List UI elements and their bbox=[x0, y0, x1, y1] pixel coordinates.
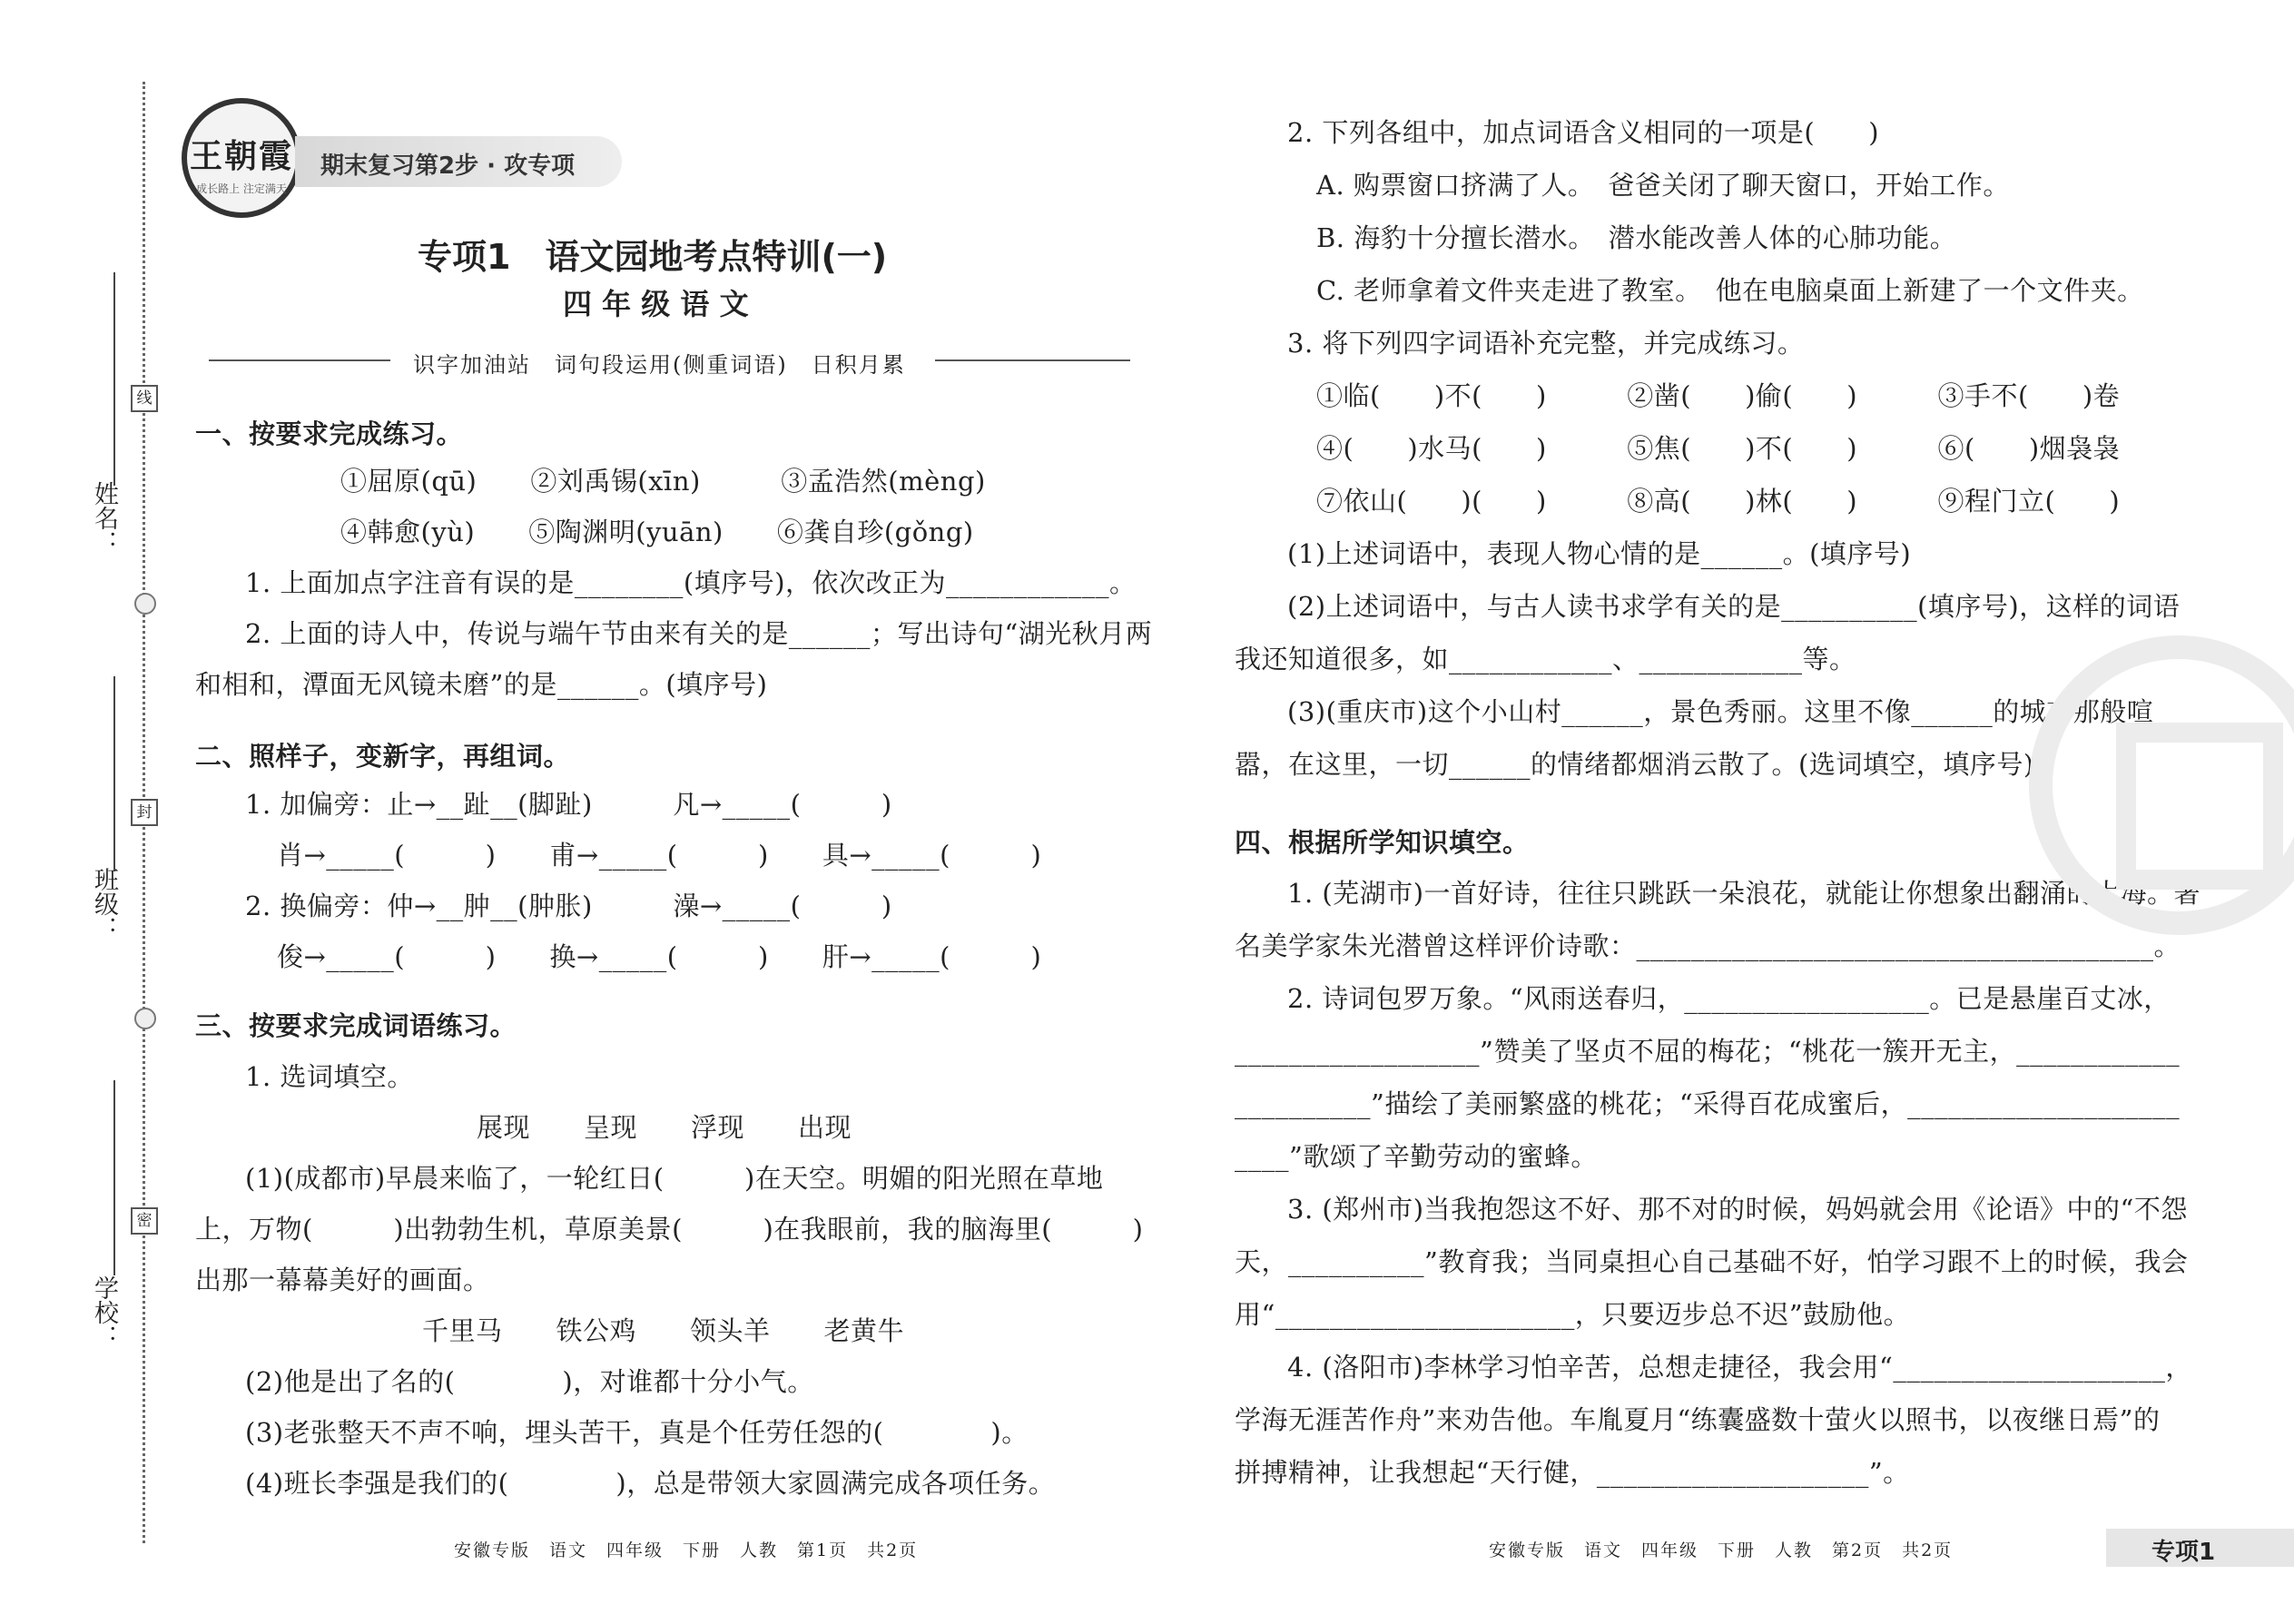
divider-right bbox=[935, 359, 1130, 361]
list-item: 用“______________________，只要迈步总不迟”鼓励他。 bbox=[1235, 1299, 1911, 1330]
list-item: 拼搏精神，让我想起“天行健，____________________”。 bbox=[1235, 1457, 1910, 1488]
list-item: 肖→_____( ) 甫→_____( ) 具→_____( ) bbox=[277, 840, 1042, 871]
section-1-heading: 一、按要求完成练习。 bbox=[195, 418, 464, 449]
list-item: ①临( )不( ) ②凿( )偷( ) ③手不( )卷 bbox=[1316, 380, 2121, 411]
list-item: (3)(重庆市)这个小山村______，景色秀丽。这里不像______的城市那般喧 bbox=[1287, 696, 2154, 727]
school-label: 学校： bbox=[90, 1275, 118, 1349]
list-item: (1)上述词语中，表现人物心情的是______。(填序号) bbox=[1287, 538, 1912, 569]
word-bank: 千里马 铁公鸡 领头羊 老黄牛 bbox=[422, 1315, 905, 1346]
seal-char-2: 封 bbox=[131, 799, 158, 826]
list-item: __________________”赞美了坚贞不屈的梅花；“桃花一簇开无主，____________ bbox=[1235, 1036, 2181, 1067]
seal-char-3: 密 bbox=[131, 1207, 158, 1235]
list-item: ①屈原(qū) ②刘禹锡(xīn) ③孟浩然(mèng) bbox=[340, 466, 986, 497]
binding-hole-icon bbox=[134, 593, 156, 615]
banner-text: 期末复习第2步 · 攻专项 bbox=[320, 153, 576, 180]
list-item: B. 海豹十分擅长潜水。 潜水能改善人体的心肺功能。 bbox=[1316, 222, 1957, 253]
list-item: (3)老张整天不声不响，埋头苦干，真是个任劳任怨的( )。 bbox=[245, 1417, 1029, 1448]
list-item: 2. 换偏旁：仲→__肿__(肿胀) 澡→_____( ) bbox=[245, 891, 892, 921]
section-4-heading: 四、根据所学知识填空。 bbox=[1235, 827, 1530, 858]
list-item: 2. 上面的诗人中，传说与端午节由来有关的是______；写出诗句“湖光秋月两 bbox=[245, 618, 1153, 649]
list-item: 1. 加偏旁：止→__趾__(脚趾) 凡→_____( ) bbox=[245, 789, 892, 820]
list-item: A. 购票窗口挤满了人。 爸爸关闭了聊天窗口，开始工作。 bbox=[1316, 170, 2010, 201]
logo-motto: 成长路上 注定满天 bbox=[196, 182, 287, 195]
list-item: 1. (芜湖市)一首好诗，往往只跳跃一朵浪花，就能让你想象出翻涌的大海。著 bbox=[1287, 878, 2201, 909]
list-item: ④( )水马( ) ⑤焦( )不( ) ⑥( )烟袅袅 bbox=[1316, 433, 2121, 464]
seal-char-1: 线 bbox=[131, 385, 158, 412]
list-item: 2. 下列各组中，加点词语含义相同的一项是( ) bbox=[1287, 117, 1880, 148]
list-item: 出那一幕幕美好的画面。 bbox=[195, 1265, 490, 1295]
logo-name: 王朝霞 bbox=[189, 137, 293, 175]
list-item: (1)(成都市)早晨来临了，一轮红日( )在天空。明媚的阳光照在草地 bbox=[245, 1163, 1104, 1194]
class-label: 班级： bbox=[90, 867, 118, 940]
list-item: __________”描绘了美丽繁盛的桃花；“采得百花成蜜后，____________________ bbox=[1235, 1088, 2181, 1119]
divider-left bbox=[209, 359, 390, 361]
list-item: (2)上述词语中，与古人读书求学有关的是__________(填序号)，这样的词语 bbox=[1287, 591, 2181, 622]
section-3-heading: 三、按要求完成词语练习。 bbox=[195, 1010, 517, 1041]
list-item: 和相和，潭面无风镜未磨”的是______。(填序号) bbox=[195, 669, 768, 700]
list-item: 天，__________”教育我；当同桌担心自己基础不好，怕学习跟不上的时候，我会 bbox=[1235, 1246, 2189, 1277]
list-item: 2. 诗词包罗万象。“风雨送春归，__________________。已是悬崖百丈冰， bbox=[1287, 983, 2171, 1014]
section-2-heading: 二、照样子，变新字，再组词。 bbox=[195, 741, 571, 772]
name-line[interactable] bbox=[113, 272, 115, 486]
list-item: 俊→_____( ) 换→_____( ) 肝→_____( ) bbox=[277, 941, 1042, 972]
section-banner bbox=[295, 136, 622, 187]
word-bank: 展现 呈现 浮现 出现 bbox=[477, 1112, 852, 1143]
binding-hole-icon bbox=[134, 1008, 156, 1029]
name-label: 姓名： bbox=[90, 481, 118, 555]
list-item: ⑦依山( )( ) ⑧高( )林( ) ⑨程门立( ) bbox=[1316, 486, 2121, 517]
list-item: 上，万物( )出勃勃生机，草原美景( )在我眼前，我的脑海里( ) bbox=[195, 1214, 1144, 1245]
corner-tag bbox=[2106, 1529, 2294, 1567]
list-item: (2)他是出了名的( )，对谁都十分小气。 bbox=[245, 1366, 814, 1397]
school-line[interactable] bbox=[113, 1080, 115, 1275]
list-item: C. 老师拿着文件夹走进了教室。 他在电脑桌面上新建了一个文件夹。 bbox=[1316, 275, 2144, 306]
list-item: 1. 选词填空。 bbox=[245, 1061, 414, 1092]
topics-line: 识字加油站 词句段运用(侧重词语) 日积月累 bbox=[413, 352, 906, 378]
brand-logo bbox=[182, 98, 301, 218]
list-item: 1. 上面加点字注音有误的是________(填序号)，依次改正为____________。 bbox=[245, 567, 1137, 598]
list-item: 名美学家朱光潜曾这样评价诗歌：______________________________________。 bbox=[1235, 930, 2181, 961]
list-item: ____”歌颂了辛勤劳动的蜜蜂。 bbox=[1235, 1141, 1598, 1172]
list-item: (4)班长李强是我们的( )，总是带领大家圆满完成各项任务。 bbox=[245, 1468, 1056, 1499]
footer-right: 安徽专版 语文 四年级 下册 人教 第2页 共2页 bbox=[1489, 1540, 1954, 1560]
page-subtitle: 四 年 级 语 文 bbox=[563, 287, 749, 321]
list-item: 3. (郑州市)当我抱怨这不好、那不对的时候，妈妈就会用《论语》中的“不怨 bbox=[1287, 1194, 2188, 1225]
list-item: ④韩愈(yù) ⑤陶渊明(yuān) ⑥龚自珍(gǒng) bbox=[340, 517, 974, 547]
list-item: 3. 将下列四字词语补充完整，并完成练习。 bbox=[1287, 328, 1805, 359]
list-item: 4. (洛阳市)李林学习怕辛苦，总想走捷径，我会用“____________________， bbox=[1287, 1352, 2192, 1383]
page-title: 专项1 语文园地考点特训(一) bbox=[418, 237, 888, 277]
footer-left: 安徽专版 语文 四年级 下册 人教 第1页 共2页 bbox=[454, 1540, 919, 1560]
list-item: 学海无涯苦作舟”来劝告他。车胤夏月“练囊盛数十萤火以照书，以夜继日焉”的 bbox=[1235, 1404, 2161, 1435]
class-line[interactable] bbox=[113, 676, 115, 871]
list-item: 嚣，在这里，一切______的情绪都烟消云散了。(选词填空，填序号) bbox=[1235, 749, 2034, 780]
list-item: 我还知道很多，如____________、____________等。 bbox=[1235, 644, 1856, 674]
corner-tag-label: 专项1 bbox=[2151, 1539, 2216, 1566]
